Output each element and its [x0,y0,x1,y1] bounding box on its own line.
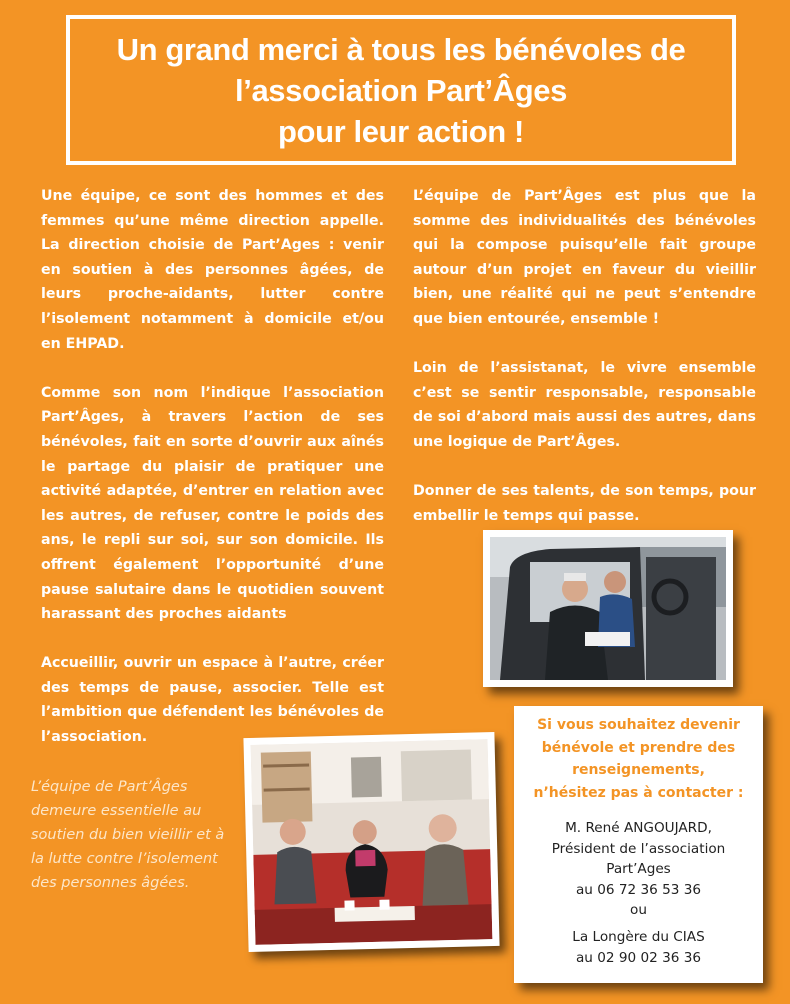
contact-heading-line-2: bénévole et prendre des [541,739,736,756]
title-line-3: pour leur action ! [278,113,524,149]
contact-or: ou [630,902,647,919]
contact-phone-2: au 02 90 02 36 36 [575,949,702,966]
contact-heading [524,714,753,804]
contact-heading-line-3: renseignements, [572,762,705,778]
team-caption: L’équipe de Part’Âges demeure essentielle au soutien du bien vieillir et à la lutte contre l’isolement des personnes âgées. [31,779,225,891]
title-line-1: Un grand merci à tous les bénévoles de [116,31,686,67]
right-column [413,184,756,553]
contact-heading-line-4: n’hésitez pas à contacter : [533,784,744,801]
left-column [41,184,384,774]
left-paragraph-1: Une équipe, ce sont des hommes et des femmes qu’une même direction appelle. La direction choisie de Part’Ages : venir en soutien à des personnes âgées, de leurs proche-aidants, lutter contre l’isolement notamment à domicile et/ou en EHPAD. [41,188,384,352]
title-line-2: l’association Part’Âges [235,72,567,108]
car-volunteers-photo [483,530,733,687]
contact-box [514,706,763,983]
team-group-photo [243,732,499,952]
contact-phone-1: au 06 72 36 53 36 [575,881,702,898]
left-paragraph-3: Accueillir, ouvrir un espace à l’autre, créer des temps de pause, associer. Telle est l’ambition que défendent les bénévoles de l’association. [41,655,384,746]
right-paragraph-2: Loin de l’assistanat, le vivre ensemble c’est se sentir responsable, responsable de soi d’abord mais aussi des autres, dans une logique de Part’Âges. [413,360,756,450]
contact-name: M. René ANGOUJARD, [565,820,712,836]
car-photo-image [490,537,726,680]
right-paragraph-3: Donner de ses talents, de son temps, pour embellir le temps qui passe. [413,483,756,524]
contact-role-line-2: Part’Ages [606,861,671,878]
right-paragraph-1: L’équipe de Part’Âges est plus que la somme des individualités des bénévoles qui la compose puisqu’elle fait groupe autour d’un projet en faveur du vieillir bien, une réalité qui ne peut s’entendre que bien entourée, ensemble ! [413,188,756,327]
contact-place: La Longère du CIAS [572,928,705,945]
title-box [66,15,736,165]
contact-heading-line-1: Si vous souhaitez devenir [537,717,740,733]
team-photo-image [251,739,493,945]
contact-role-line-1: Président de l’association [551,840,726,857]
left-paragraph-2: Comme son nom l’indique l’association Part’Âges, à travers l’action de ses bénévoles, fait en sorte d’ouvrir aux aînés le partage du plaisir de pratiquer une activité adaptée, d’entrer en relation avec les autres, de refuser, contre le poids des ans, le repli sur soi, sur son domicile. Ils offrent également l’opportunité d’une pause salutaire dans le quotidien souvent harassant des proches aidants [41,384,384,623]
